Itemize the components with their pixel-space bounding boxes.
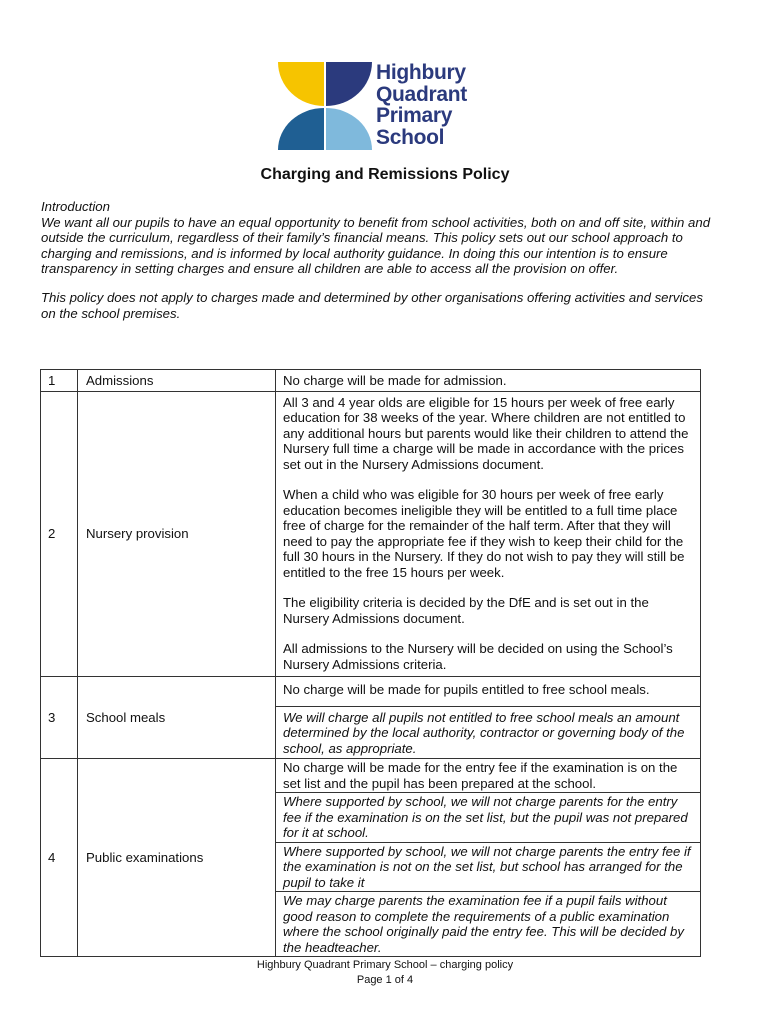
page-footer: [0, 958, 770, 988]
logo-lightblue-quadrant: [326, 108, 372, 150]
table-row: [41, 370, 701, 392]
table-row: [41, 391, 701, 677]
description-cell: No charge will be made for admission.: [283, 373, 507, 388]
intro-heading: Introduction: [41, 199, 110, 214]
row-number: 4: [41, 759, 78, 957]
logo-line: School: [376, 125, 445, 149]
row-number: 3: [41, 677, 78, 759]
table-row: [41, 759, 701, 957]
description-cell: Where supported by school, we will not charge parents the entry fee if the examination is not on the set list, but school has arranged for the pupil to take it: [276, 842, 700, 892]
logo-wordmark: [376, 62, 467, 148]
row-description: [276, 759, 701, 957]
policy-table: [40, 369, 701, 957]
footer-title: Highbury Quadrant Primary School – charging policy: [256, 959, 514, 971]
page-number: Page 1 of 4: [356, 974, 414, 986]
logo-line: Highbury: [376, 61, 466, 84]
row-area: Public examinations: [78, 759, 276, 957]
description-paragraph: All admissions to the Nursery will be decided on using the School’s Nursery Admissions criteria.: [283, 641, 673, 672]
introduction-section: [41, 199, 721, 321]
table-row: [41, 677, 701, 759]
description-cell: Where supported by school, we will not charge parents for the entry fee if the examination is on the set list, but the pupil was not prepared for it at school.: [276, 792, 700, 842]
row-area: School meals: [78, 677, 276, 759]
logo-line: Quadrant: [376, 82, 467, 106]
description-paragraph: The eligibility criteria is decided by the DfE and is set out in the Nursery Admissions document.: [283, 595, 649, 626]
row-number: 1: [41, 370, 78, 392]
description-cell: We may charge parents the examination fee if a pupil fails without good reason to complete the requirements of a public examination where the school originally paid the entry fee. This will be decided by the headteacher.: [276, 891, 700, 956]
logo-line: Primary: [376, 104, 453, 127]
page-title: Charging and Remissions Policy: [260, 166, 510, 183]
row-area: Admissions: [78, 370, 276, 392]
intro-paragraph: This policy does not apply to charges made and determined by other organisations offering activities and services on the school premises.: [41, 289, 703, 321]
row-area: Nursery provision: [78, 391, 276, 677]
row-number: 2: [41, 391, 78, 677]
intro-paragraph: We want all our pupils to have an equal opportunity to benefit from school activities, both on and off site, within and outside the curriculum, regardless of their family’s financial means. This policy sets out our school approach to charging and remissions, and is informed by local authority guidance. In doing this our intention is to ensure transparency in setting charges and ensure all children are able to access all the provision on offer.: [41, 214, 711, 277]
row-description: [276, 391, 701, 677]
description-paragraph: All 3 and 4 year olds are eligible for 15 hours per week of free early education for 38 weeks of the year. Where children are not entitled to any additional hours but parents would like their children to attend the Nursery full time a charge will be made in accordance with the prices set out in the Nursery Admissions document.: [283, 394, 689, 472]
description-cell: No charge will be made for pupils entitled to free school meals.: [283, 682, 650, 697]
logo-blue-quadrant: [278, 108, 324, 150]
row-description: [276, 370, 701, 392]
logo-navy-quadrant: [326, 62, 372, 106]
description-cell: We will charge all pupils not entitled to free school meals an amount determined by the local authority, contractor or governing body of the school, as appropriate.: [276, 706, 700, 759]
description-cell: No charge will be made for the entry fee if the examination is on the set list and the pupil has been prepared at the school.: [283, 760, 678, 791]
logo-yellow-quadrant: [278, 62, 324, 106]
row-description: [276, 677, 701, 759]
description-paragraph: When a child who was eligible for 30 hours per week of free early education becomes ineligible they will be entitled to a full time place free of charge for the remainder of the half term. After that they will need to pay the appropriate fee if they wish to keep their child for the full 30 hours in the Nursery. If they do not wish to pay they will still be entitled to the free 15 hours per week.: [283, 487, 685, 580]
